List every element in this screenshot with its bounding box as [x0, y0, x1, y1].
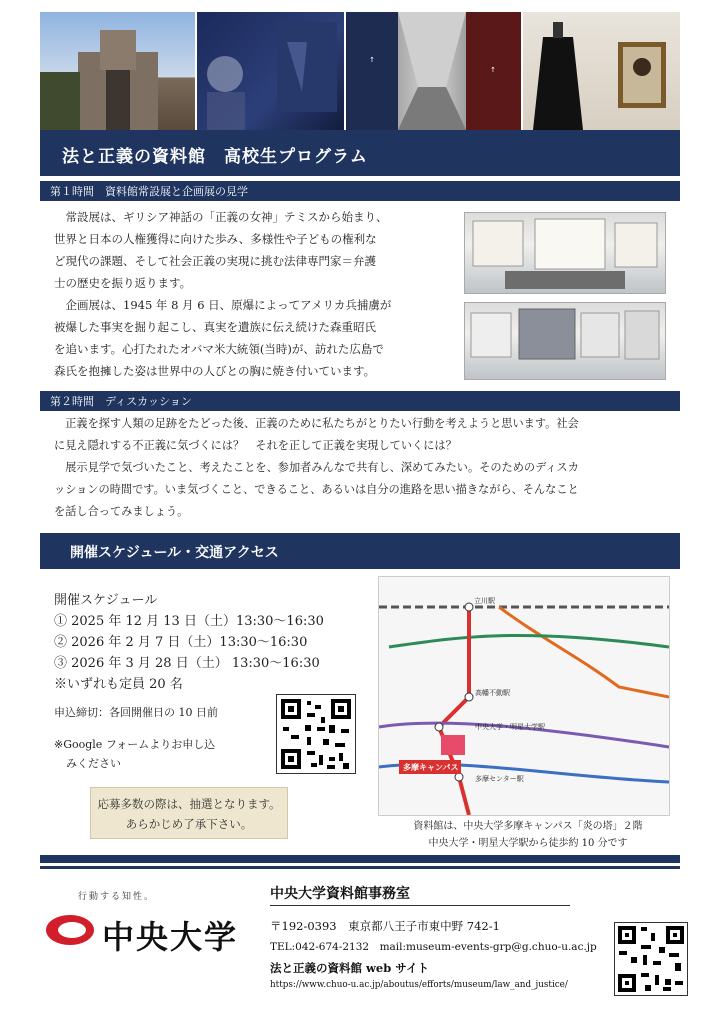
- application-qr-code[interactable]: [276, 694, 356, 774]
- page-title: 法と正義の資料館 高校生プログラム: [62, 147, 368, 167]
- schedule-item: ② 2026 年 2 月 7 日（土）13:30～16:30: [54, 635, 308, 650]
- logo-slogan: 行動する知性。: [78, 892, 156, 902]
- form-note: [54, 735, 269, 773]
- schedule-item: ① 2025 年 12 月 13 日（土）13:30～16:30: [54, 614, 324, 629]
- notice-line: 応募多数の際は、抽選となります。: [97, 797, 281, 811]
- map-caption-line: 中央大学・明星大学駅から徒歩約 10 分です: [428, 838, 628, 849]
- section1-line: 常設展は、ギリシア神話の「正義の女神」テミスから始まり、: [65, 210, 388, 224]
- section1-line: 被爆した事実を掘り起こし、真実を遺族に伝え続けた森重昭氏: [54, 320, 376, 334]
- section2-line: ッションの時間です。いま気づくこと、できること、あるいは自分の進路を思い描きながら、そんなこと: [54, 483, 579, 496]
- map-caption: [378, 818, 678, 852]
- office-underline: [270, 905, 570, 906]
- section1-line: 森氏を抱擁した姿は世界中の人びとの胸に焼き付いています。: [54, 364, 376, 378]
- exhibit-photo-permanent: [464, 212, 666, 294]
- schedule-label: 開催スケジュール: [54, 593, 158, 608]
- map-station-label: 立川駅: [474, 597, 495, 605]
- corridor-photo: [346, 12, 520, 130]
- exhibit-photo-special: [464, 302, 666, 380]
- section1-line: 企画展は、1945 年 8 月 6 日、原爆によってアメリカ兵捕虜が: [65, 298, 392, 312]
- office-name: 中央大学資料館事務室: [270, 886, 410, 902]
- footer-divider-thin: [40, 866, 680, 869]
- section2-line: を話し合ってみましょう。: [54, 505, 189, 518]
- office-contact: TEL:042-674-2132 mail:museum-events-grp@g.chuo-u.ac.jp: [270, 941, 597, 953]
- program-title-bar: [40, 130, 680, 176]
- university-logo-mark: [44, 913, 96, 951]
- deadline-note: 申込締切：各回開催日の 10 日前: [54, 706, 218, 719]
- section1-heading-bar: [40, 181, 680, 201]
- website-qr-code[interactable]: [614, 922, 688, 996]
- footer-divider: [40, 855, 680, 863]
- section2-line: 正義を探す人類の足跡をたどった後、正義のために私たちがとりたい行動を考えようと思います。社会: [65, 417, 579, 430]
- map-station-label: 多摩センター駅: [475, 775, 524, 783]
- website-label: 法と正義の資料館 web サイト: [270, 961, 429, 975]
- capacity-note: ※いずれも定員 20 名: [54, 677, 183, 692]
- section1-line: ど現代の課題、そして社会正義の実現に挑む法律専門家＝弁護: [54, 254, 376, 268]
- map-station-label: 高幡不動駅: [475, 689, 510, 697]
- section2-heading-bar: [40, 391, 680, 411]
- section2-heading: 第２時間 ディスカッション: [50, 395, 192, 408]
- section2-line: 展示見学で気づいたこと、考えたことを、参加者みんなで共有し、深めてみたい。そのためのディスカ: [65, 461, 579, 474]
- schedule-heading-bar: [40, 533, 680, 569]
- university-logo-text: 中央大学: [102, 918, 239, 956]
- map-station-label: 中央大学・明星大学駅: [475, 723, 545, 731]
- svg-text:↑: ↑: [490, 66, 496, 74]
- schedule-block: [54, 590, 374, 695]
- notice-line: あらかじめ了承下さい。: [125, 817, 253, 831]
- exhibit-hall-photo: [197, 12, 345, 130]
- robe-display-photo: [523, 12, 681, 130]
- building-photo: [40, 12, 195, 130]
- map-caption-line: 資料館は、中央大学多摩キャンパス「炎の塔」２階: [413, 821, 643, 832]
- website-url[interactable]: https://www.chuo-u.ac.jp/aboutus/efforts/museum/law_and_justice/: [270, 980, 568, 990]
- form-note-line: ※Google フォームよりお申し込: [54, 738, 216, 751]
- section2-line: に見え隠れする不正義に気づくには？ それを正して正義を実現していくには？: [54, 439, 457, 452]
- header-photo-strip: [40, 12, 680, 130]
- schedule-item: ③ 2026 年 3 月 28 日（土） 13:30～16:30: [54, 656, 320, 671]
- section1-line: 士の歴史を振り返ります。: [54, 276, 192, 290]
- svg-text:↑: ↑: [369, 56, 375, 64]
- section1-text: [54, 206, 459, 382]
- section2-text: [54, 413, 674, 523]
- section1-line: を追います。心打たれたオバマ米大統領(当時)が、訪れた広島で: [54, 342, 384, 356]
- form-note-line: みください: [66, 757, 121, 770]
- schedule-heading: 開催スケジュール・交通アクセス: [70, 545, 279, 561]
- map-campus-label: 多摩キャンパス: [403, 763, 459, 772]
- access-map: [378, 576, 670, 816]
- office-address: 〒192-0393 東京都八王子市東中野 742-1: [270, 919, 500, 933]
- section1-heading: 第１時間 資料館常設展と企画展の見学: [50, 185, 248, 198]
- section1-line: 世界と日本の人権獲得に向けた歩み、多様性や子どもの権利な: [54, 232, 377, 246]
- lottery-notice: [90, 787, 288, 839]
